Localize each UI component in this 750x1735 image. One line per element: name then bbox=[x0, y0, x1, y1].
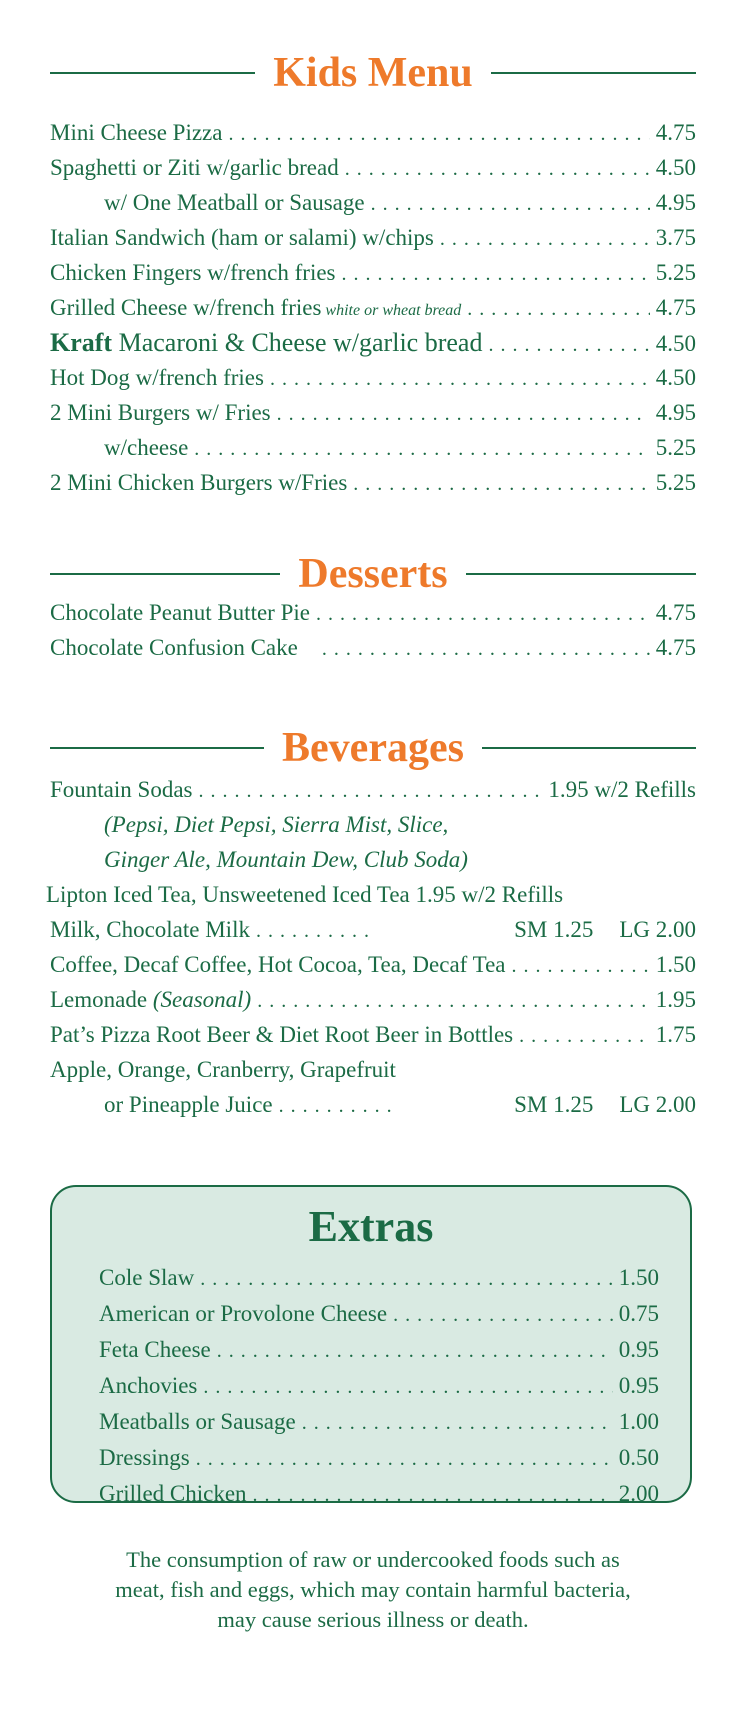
leader-dots bbox=[345, 152, 650, 187]
food-safety-disclaimer bbox=[50, 1545, 696, 1635]
item-name bbox=[50, 325, 482, 360]
header-rule-right bbox=[466, 573, 696, 575]
item-name: 2 Mini Chicken Burgers w/Fries bbox=[50, 470, 348, 495]
leader-dots bbox=[371, 187, 650, 222]
item-price: 5.25 bbox=[655, 260, 696, 285]
leader-dots bbox=[200, 1261, 613, 1297]
desserts-list bbox=[50, 595, 696, 665]
leader-dots bbox=[256, 914, 376, 949]
price-small: SM 1.25 bbox=[514, 917, 594, 942]
menu-item bbox=[99, 1332, 659, 1368]
item-name: Coffee, Decaf Coffee, Hot Cocoa, Tea, Decaf Tea bbox=[50, 952, 506, 977]
item-price: 1.75 bbox=[655, 1022, 696, 1047]
leader-dots bbox=[353, 467, 649, 502]
menu-item bbox=[50, 1087, 696, 1122]
item-price: 4.75 bbox=[655, 635, 696, 660]
menu-item bbox=[50, 150, 696, 185]
desserts-header bbox=[50, 553, 696, 595]
leader-dots bbox=[203, 1369, 612, 1405]
leader-dots bbox=[342, 257, 650, 292]
menu-item bbox=[50, 325, 696, 360]
leader-dots bbox=[316, 597, 650, 632]
item-name: w/cheese bbox=[104, 435, 189, 460]
item-price: 3.75 bbox=[655, 225, 696, 250]
item-name: Dressings bbox=[99, 1445, 190, 1470]
header-rule-left bbox=[50, 573, 280, 575]
extras-title: Extras bbox=[308, 1202, 434, 1251]
item-name-text: Grilled Cheese w/french fries bbox=[50, 295, 322, 320]
beverages-header bbox=[50, 727, 696, 769]
leader-dots bbox=[196, 1441, 613, 1477]
item-price bbox=[514, 1087, 696, 1122]
disclaimer-line: meat, fish and eggs, which may contain harmful bacteria, bbox=[115, 1577, 631, 1602]
item-name-text: Lemonade bbox=[50, 987, 148, 1012]
disclaimer-line: The consumption of raw or undercooked foods such as bbox=[126, 1547, 620, 1572]
item-name: Pat’s Pizza Root Beer & Diet Root Beer in Bottles bbox=[50, 1022, 514, 1047]
item-name: Spaghetti or Ziti w/garlic bread bbox=[50, 155, 339, 180]
fountain-flavors: (Pepsi, Diet Pepsi, Sierra Mist, Slice, bbox=[104, 812, 449, 837]
menu-item bbox=[99, 1296, 659, 1332]
item-price bbox=[514, 912, 696, 947]
item-price: 1.95 w/2 Refills bbox=[548, 777, 696, 802]
item-price: 0.75 bbox=[618, 1301, 659, 1326]
header-rule-right bbox=[482, 747, 696, 749]
header-rule-left bbox=[50, 72, 255, 74]
disclaimer-line: may cause serious illness or death. bbox=[217, 1607, 529, 1632]
menu-item bbox=[50, 947, 696, 982]
desserts-title: Desserts bbox=[298, 551, 448, 597]
leader-dots bbox=[302, 1405, 613, 1441]
fountain-flavors: Ginger Ale, Mountain Dew, Club Soda) bbox=[104, 847, 468, 872]
menu-item bbox=[50, 772, 696, 807]
menu-item bbox=[50, 595, 696, 630]
item-name: American or Provolone Cheese bbox=[99, 1301, 388, 1326]
item-price: 4.50 bbox=[655, 155, 696, 180]
menu-item bbox=[50, 185, 696, 220]
menu-item bbox=[50, 630, 696, 665]
item-name: Mini Cheese Pizza bbox=[50, 120, 223, 145]
leader-dots bbox=[519, 1019, 650, 1054]
leader-dots bbox=[217, 1333, 613, 1369]
leader-dots bbox=[512, 949, 650, 984]
item-price: 4.95 bbox=[655, 190, 696, 215]
item-name: Chocolate Peanut Butter Pie bbox=[50, 600, 310, 625]
item-price: 4.75 bbox=[655, 120, 696, 145]
item-price: 4.50 bbox=[655, 365, 696, 390]
header-rule-left bbox=[50, 747, 264, 749]
item-name: 2 Mini Burgers w/ Fries bbox=[50, 400, 271, 425]
item-name: Fountain Sodas bbox=[50, 777, 193, 802]
item-note: white or wheat bread bbox=[325, 302, 462, 319]
leader-dots bbox=[270, 362, 650, 397]
item-price: 5.25 bbox=[655, 470, 696, 495]
item-name: Anchovies bbox=[99, 1373, 198, 1398]
item-name: Hot Dog w/french fries bbox=[50, 365, 264, 390]
kids-menu-list bbox=[50, 115, 696, 500]
item-price: 1.95 bbox=[655, 987, 696, 1012]
item-name: Chicken Fingers w/french fries bbox=[50, 260, 336, 285]
item-price: 2.00 bbox=[618, 1481, 659, 1506]
leader-dots bbox=[279, 1089, 391, 1124]
leader-dots bbox=[488, 328, 649, 363]
leader-dots bbox=[257, 984, 650, 1019]
beverages-title: Beverages bbox=[282, 725, 464, 771]
leader-dots bbox=[440, 222, 650, 257]
menu-item bbox=[50, 430, 696, 465]
extras-box bbox=[50, 1185, 692, 1506]
item-price: 0.95 bbox=[618, 1373, 659, 1398]
menu-item bbox=[99, 1476, 659, 1512]
item-price: 1.50 bbox=[655, 952, 696, 977]
item-price: 4.75 bbox=[655, 295, 696, 320]
item-name bbox=[50, 982, 251, 1017]
header-rule-right bbox=[491, 72, 696, 74]
item-price: 5.25 bbox=[655, 435, 696, 460]
item-name: Apple, Orange, Cranberry, Grapefruit bbox=[50, 1057, 396, 1082]
item-price: 1.00 bbox=[618, 1409, 659, 1434]
menu-item bbox=[50, 360, 696, 395]
item-name: Milk, Chocolate Milk bbox=[50, 917, 250, 942]
item-price: 4.75 bbox=[655, 600, 696, 625]
item-price: 1.50 bbox=[618, 1265, 659, 1290]
item-name: Chocolate Confusion Cake bbox=[50, 635, 298, 660]
menu-item bbox=[50, 1017, 696, 1052]
item-note: (Seasonal) bbox=[152, 987, 252, 1012]
leader-dots bbox=[198, 774, 542, 809]
kids-menu-title: Kids Menu bbox=[273, 50, 473, 96]
item-name: Feta Cheese bbox=[99, 1337, 211, 1362]
item-name: Meatballs or Sausage bbox=[99, 1409, 296, 1434]
item-name: Lipton Iced Tea, Unsweetened Iced Tea 1.95 w/2 Refills bbox=[46, 882, 564, 907]
menu-item bbox=[50, 395, 696, 430]
menu-item bbox=[99, 1404, 659, 1440]
menu-item bbox=[99, 1440, 659, 1476]
item-price: 0.50 bbox=[618, 1445, 659, 1470]
price-large: LG 2.00 bbox=[619, 1092, 696, 1117]
item-name: Grilled Chicken bbox=[99, 1481, 247, 1506]
item-price: 4.95 bbox=[655, 400, 696, 425]
menu-item bbox=[50, 255, 696, 290]
beverages-list bbox=[46, 772, 696, 1122]
menu-item bbox=[50, 115, 696, 150]
kids-menu-header bbox=[50, 52, 696, 94]
brand-name: Kraft bbox=[50, 328, 113, 357]
menu-item bbox=[50, 290, 696, 325]
leader-dots bbox=[228, 117, 649, 152]
menu-item bbox=[99, 1260, 659, 1296]
menu-item bbox=[46, 877, 696, 912]
menu-item bbox=[50, 912, 696, 947]
menu-item bbox=[50, 982, 696, 1017]
extras-list bbox=[99, 1260, 659, 1512]
leader-dots bbox=[467, 292, 649, 327]
leader-dots bbox=[277, 397, 650, 432]
leader-dots bbox=[253, 1477, 613, 1513]
price-small: SM 1.25 bbox=[514, 1092, 594, 1117]
item-price: 0.95 bbox=[618, 1337, 659, 1362]
item-name-text: Macaroni & Cheese w/garlic bread bbox=[118, 328, 483, 357]
leader-dots bbox=[393, 1297, 613, 1333]
menu-item bbox=[50, 465, 696, 500]
leader-dots bbox=[194, 432, 649, 467]
menu-item bbox=[50, 220, 696, 255]
item-name: Cole Slaw bbox=[99, 1265, 195, 1290]
leader-dots bbox=[322, 632, 650, 667]
price-large: LG 2.00 bbox=[619, 917, 696, 942]
item-price: 4.50 bbox=[655, 331, 696, 356]
item-name: or Pineapple Juice bbox=[104, 1092, 273, 1117]
menu-item bbox=[99, 1368, 659, 1404]
menu-item bbox=[50, 1052, 696, 1087]
item-name bbox=[50, 290, 461, 328]
item-name: Italian Sandwich (ham or salami) w/chips bbox=[50, 225, 434, 250]
item-name: w/ One Meatball or Sausage bbox=[104, 190, 365, 215]
